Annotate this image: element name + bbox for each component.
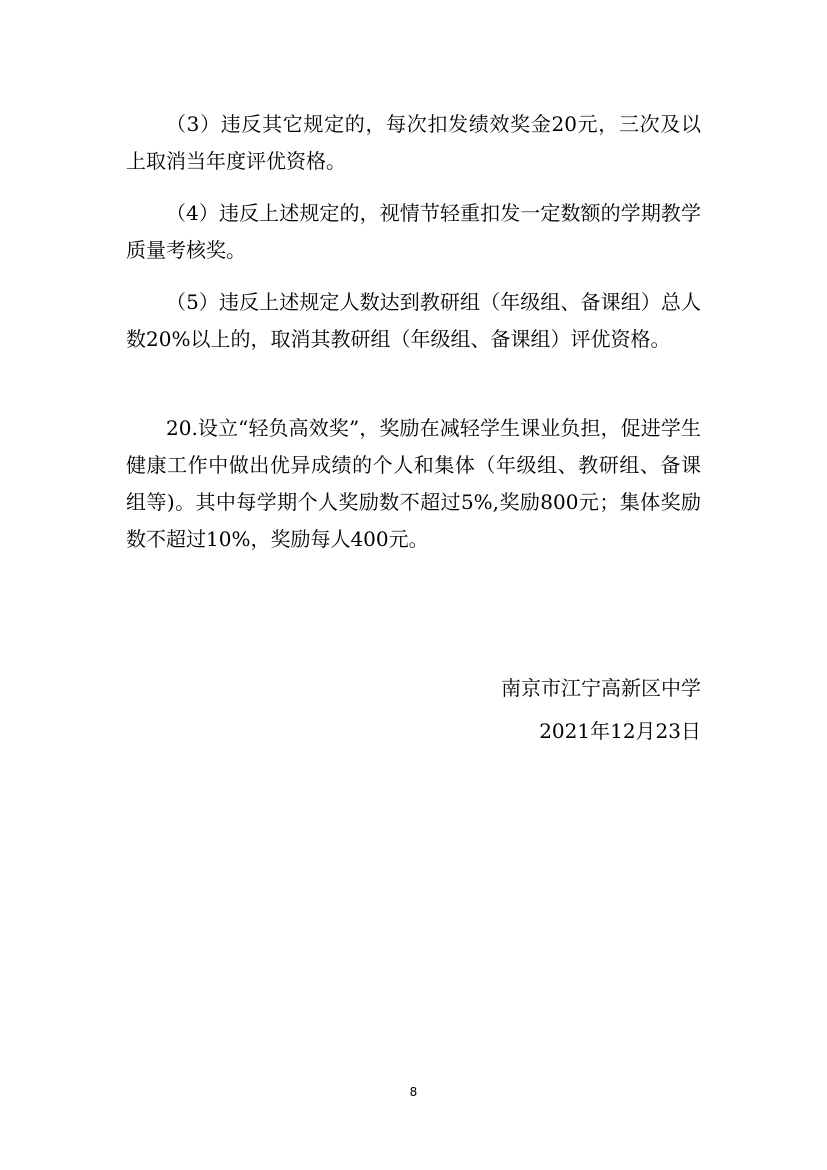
paragraph-rule-5: （5）违反上述规定人数达到教研组（年级组、备课组）总人数20%以上的，取消其教研组（年级组、备课组）评优资格。 [126,290,701,351]
paragraph-rule-4: （4）违反上述规定的，视情节轻重扣发一定数额的学期教学质量考核奖。 [126,201,701,262]
paragraph-rule-3: （3）违反其它规定的，每次扣发绩效奖金20元，三次及以上取消当年度评优资格。 [126,112,701,173]
signature-date: 2021年12月23日 [539,719,701,743]
page-number: 8 [409,1085,418,1099]
signature-organization: 南京市江宁高新区中学 [501,676,701,700]
paragraph-item-20: 20.设立“轻负高效奖”，奖励在减轻学生课业负担，促进学生健康工作中做出优异成绩的个人和集体（年级组、教研组、备课组等)。其中每学期个人奖励数不超过5%,奖励800元；集体奖励数不超过10%，奖励每人400元。 [126,416,701,551]
